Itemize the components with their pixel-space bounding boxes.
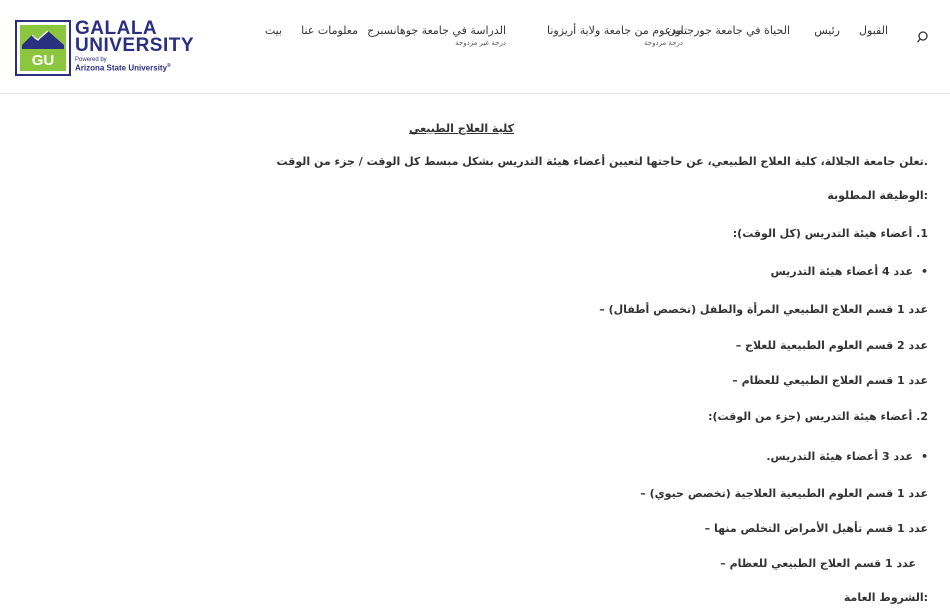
required-job-heading: :الوظيفة المطلوبة xyxy=(827,189,928,202)
section1-item: عدد 1 قسم العلاج الطبيعي المرأة والطفل (تخصص أطفال) – xyxy=(599,303,928,316)
nav-item-about[interactable]: معلومات عنا xyxy=(301,24,358,37)
section1-item: عدد 1 قسم العلاج الطبيعي للعظام – xyxy=(732,374,928,387)
section2-item: عدد 1 قسم العلاج الطبيعي للعظام – xyxy=(720,557,916,570)
logo-mark-letters: GU xyxy=(31,52,55,69)
nav-item-admissions[interactable]: القبول xyxy=(859,24,888,37)
section2-item: عدد 1 قسم العلوم الطبيعية العلاجية (تخصص حيوي) – xyxy=(640,487,928,500)
article-intro: .تعلن جامعة الجلالة، كلية العلاج الطبيعي، عن حاجتها لتعيين أعضاء هيئة التدريس بشكل مبسط كل الوقت / جزء من الوقت xyxy=(276,155,928,168)
general-conditions-heading: :الشروط العامة xyxy=(843,591,928,604)
site-header xyxy=(0,0,950,94)
nav-item-georgetown-life[interactable]: الحياة في جامعة جورجتاون xyxy=(667,24,790,37)
main-nav xyxy=(0,24,950,64)
article-content xyxy=(0,94,950,613)
article-title: كلية العلاج الطبيعي xyxy=(408,122,514,135)
nav-item-johannesburg-sub: درجة غير مزدوجة xyxy=(455,39,506,47)
section1-item: عدد 2 قسم العلوم الطبيعية للعلاج – xyxy=(735,339,928,352)
logo-name-line1: GALALA xyxy=(75,18,158,39)
section2-title: 2. أعضاء هيئة التدريس (جزء من الوقت): xyxy=(708,410,928,423)
nav-item-president[interactable]: رئيس xyxy=(814,24,840,37)
nav-item-home[interactable]: بيت xyxy=(264,24,282,37)
logo-name-line2: UNIVERSITY xyxy=(75,35,195,56)
search-icon[interactable] xyxy=(916,30,930,44)
section1-title: 1. أعضاء هيئة التدريس (كل الوقت): xyxy=(732,227,928,240)
logo-powered-by: Powered by xyxy=(75,57,107,63)
section2-item: عدد 1 قسم تأهيل الأمراض التخلص منها – xyxy=(704,522,928,535)
nav-item-asu-powered[interactable]: مدعوم من جامعة ولاية أريزونا درجة مزدوجة xyxy=(547,24,683,47)
section2-bullet: • عدد 3 أعضاء هيئة التدريس. xyxy=(766,450,928,463)
logo-partner: Arizona State University® xyxy=(75,63,171,73)
nav-item-asu-sub: درجة مزدوجة xyxy=(644,39,683,47)
section1-bullet: • عدد 4 أعضاء هيئة التدريس xyxy=(771,265,928,278)
nav-item-johannesburg[interactable]: الدراسة في جامعة جوهانسبرج درجة غير مزدوجة xyxy=(367,24,506,47)
